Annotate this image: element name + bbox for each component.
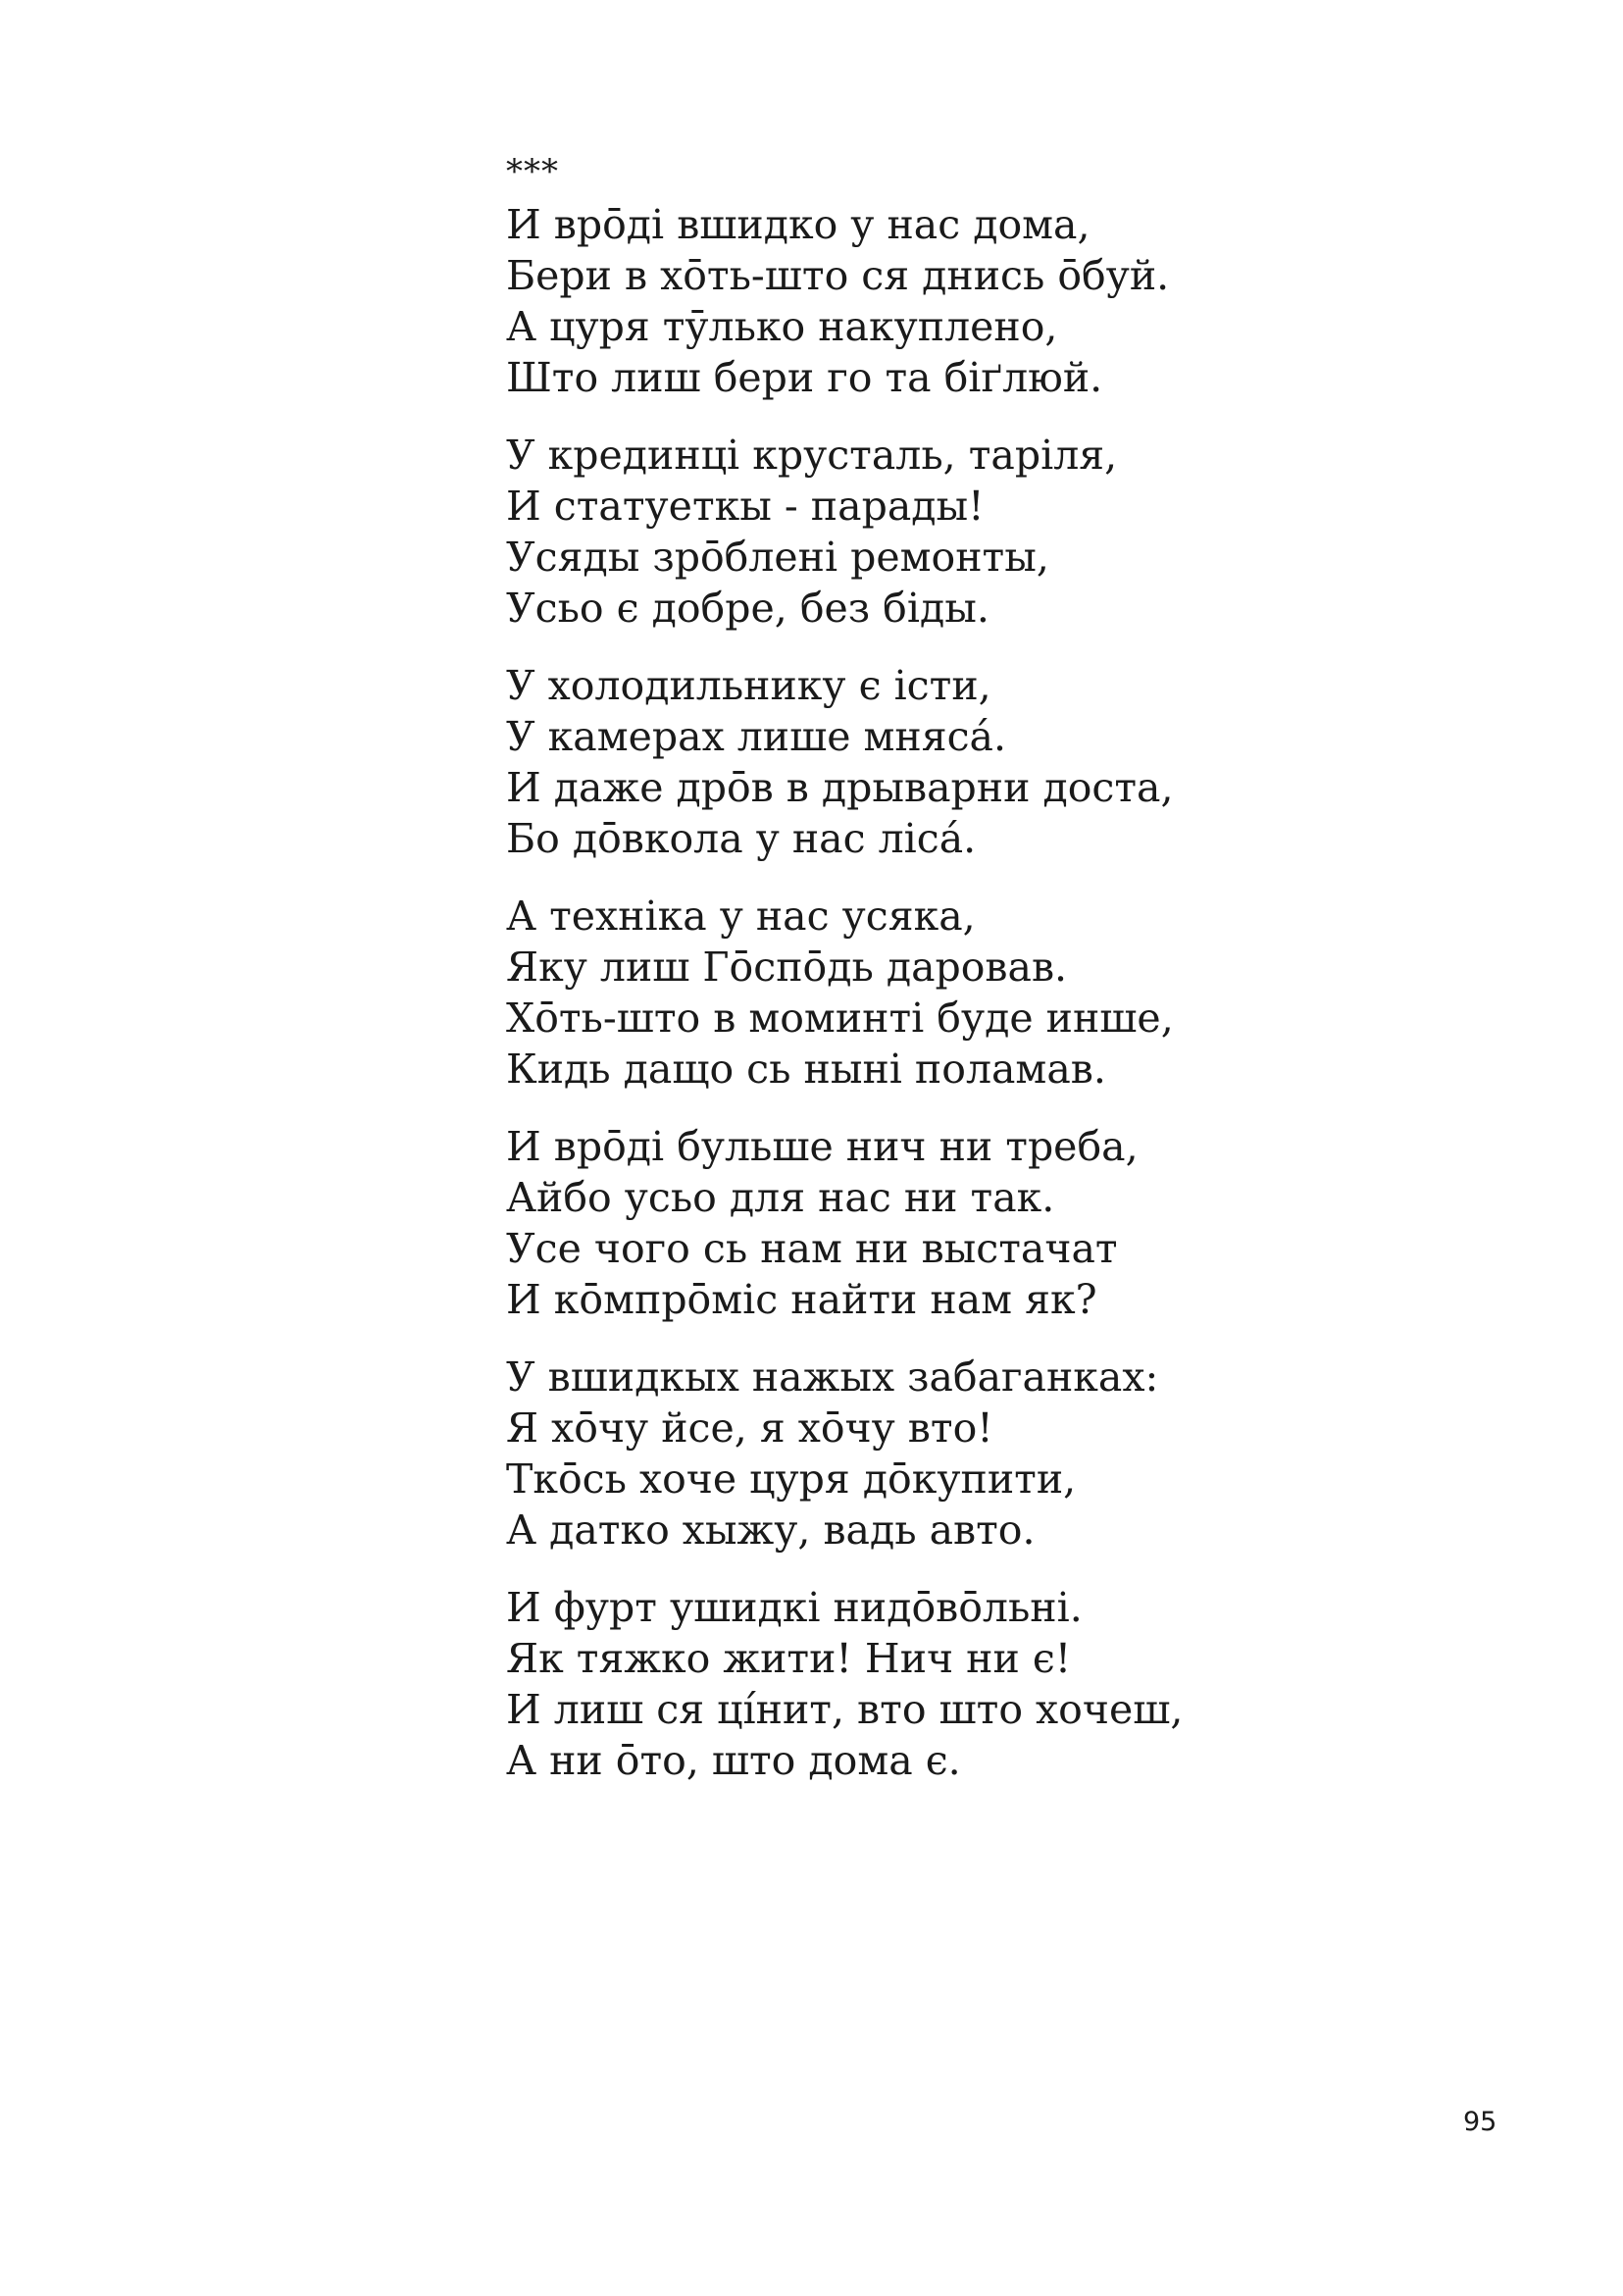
stanza-1 <box>506 199 1487 403</box>
poem-line: Хōть-што в моминті буде инше, <box>506 995 1174 1042</box>
poem-line: У вшидкых нажых забаганках: <box>506 1353 1159 1401</box>
poem-line: Яку лиш Гōспōдь даровав. <box>506 944 1068 991</box>
stanza-3 <box>506 660 1487 864</box>
page-number: 95 <box>1463 2107 1497 2137</box>
poem-line: Бери в хōть-што ся днись ōбуй. <box>506 252 1170 299</box>
poem <box>506 152 1487 1812</box>
poem-line: А техніка у нас усяка, <box>506 893 976 940</box>
poem-line: И врōді бульше нич ни треба, <box>506 1123 1139 1170</box>
poem-line: И даже дрōв в дрыварни доста, <box>506 764 1174 811</box>
poem-line: Я хōчу йсе, я хōчу вто! <box>506 1404 993 1452</box>
poem-line: Бо дōвкола у нас ліса́. <box>506 815 977 862</box>
poem-line: Усе чого сь нам ни выстачат <box>506 1225 1118 1272</box>
poem-line: И статуеткы - парады! <box>506 483 985 530</box>
poem-line: И лиш ся ці́нит, вто што хочеш, <box>506 1686 1184 1733</box>
poem-line: У крединці крусталь, таріля, <box>506 432 1118 479</box>
poem-line: Усяды зрōблені ремонты, <box>506 534 1049 581</box>
poem-line: Як тяжко жити! Нич ни є! <box>506 1635 1072 1682</box>
stanza-4 <box>506 891 1487 1095</box>
stanza-2 <box>506 430 1487 634</box>
poem-line: Айбо усьо для нас ни так. <box>506 1174 1055 1221</box>
stanza-5 <box>506 1121 1487 1325</box>
stanza-6 <box>506 1352 1487 1556</box>
poem-line: И врōді вшидко у нас дома, <box>506 201 1090 248</box>
poem-line: Кидь дащо сь ныні поламав. <box>506 1046 1106 1093</box>
poem-line: А ни ōто, што дома є. <box>506 1737 961 1784</box>
poem-line: У камерах лише мняса́. <box>506 713 1007 760</box>
stanza-7 <box>506 1582 1487 1786</box>
poem-line: У холодильнику є істи, <box>506 662 991 709</box>
poem-line: И кōмпрōміс найти нам як? <box>506 1276 1097 1323</box>
poem-separator: *** <box>506 152 559 191</box>
poem-line: Усьо є добре, без біды. <box>506 585 989 632</box>
poem-line: Ткōсь хоче цуря дōкупити, <box>506 1455 1077 1503</box>
poem-line: А датко хыжу, вадь авто. <box>506 1506 1036 1554</box>
poem-line: Што лиш бери го та біґлюй. <box>506 354 1103 401</box>
poem-line: И фурт ушидкі нидōвōльні. <box>506 1584 1083 1631</box>
poem-line: А цуря тӯлько накуплено, <box>506 303 1058 350</box>
